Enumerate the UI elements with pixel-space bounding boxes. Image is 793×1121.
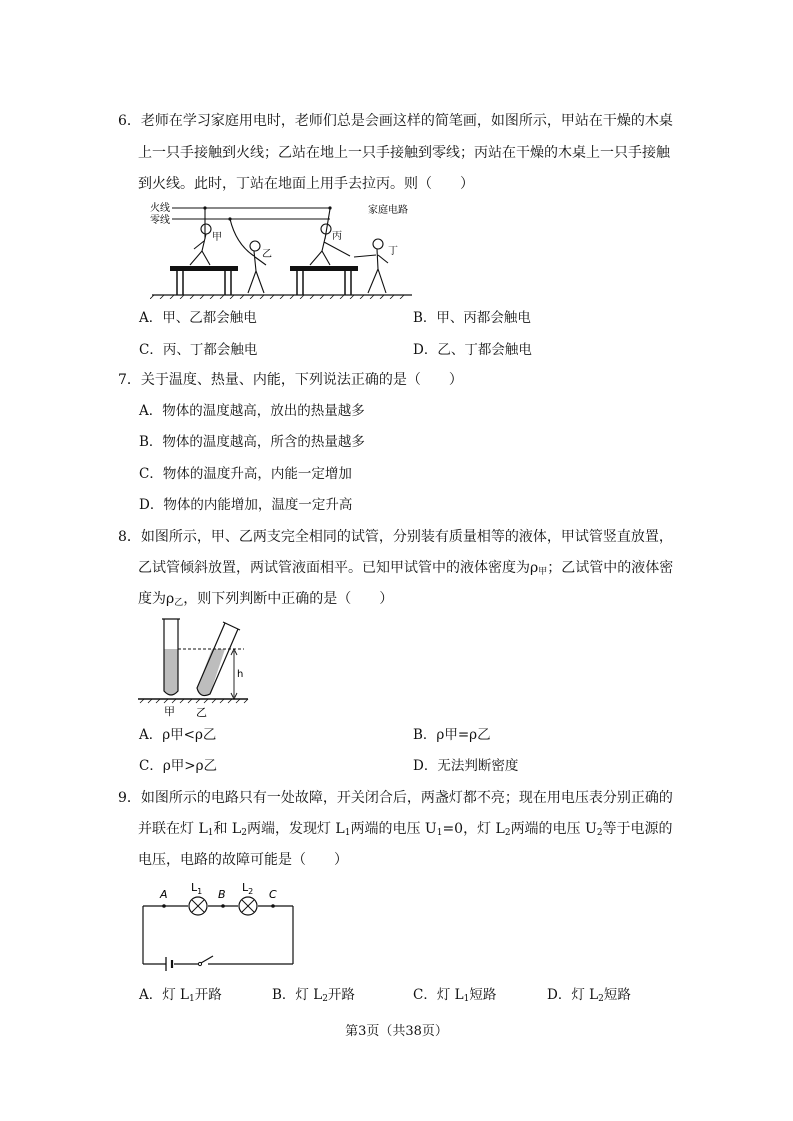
q8-stem-line2: 乙试管倾斜放置，两试管液面相平。已知甲试管中的液体密度为$\rho_甲$；乙试管中的液体密 — [138, 560, 674, 577]
q6-option-a[interactable]: A．甲、乙都会触电 — [139, 310, 257, 326]
q8-option-d[interactable]: D．无法判断密度 — [413, 758, 519, 774]
q9-option-a[interactable]: A．灯 $L_1$开路 — [139, 987, 222, 1004]
q6-stem-line2: 上一只手接触到火线；乙站在地上一只手接触到零线；丙站在干燥的木桌上一只手接触 — [138, 145, 670, 161]
neutral-line-label: 零线 — [150, 215, 170, 226]
label-bing: 丙 — [332, 231, 342, 242]
q9-option-d[interactable]: D．灯 $L_2$短路 — [547, 987, 631, 1004]
point-a-label: A — [160, 888, 168, 901]
point-b-label: B — [218, 888, 226, 901]
q8-stem-line1: 8．如图所示，甲、乙两支完全相同的试管，分别装有质量相等的液体，甲试管竖直放置， — [118, 529, 673, 545]
person-jia — [190, 209, 211, 265]
height-label: h — [237, 669, 244, 680]
q9-option-c[interactable]: C．灯 $L_1$短路 — [413, 987, 497, 1004]
test-tubes-figure — [138, 615, 250, 719]
lamp-l1 — [189, 897, 207, 915]
label-yi: 乙 — [262, 249, 272, 260]
circuit-diagram-figure — [138, 878, 298, 972]
q6-stem-line1: 6．老师在学习家庭用电时，老师们总是会画这样的简笔画，如图所示，甲站在干燥的木桌 — [118, 113, 673, 129]
q6-option-b[interactable]: B．甲、丙都会触电 — [413, 310, 531, 326]
tube-yi-label: 乙 — [196, 706, 207, 719]
lamp-l2-label: $L_2$ — [242, 881, 254, 896]
q7-option-a[interactable]: A．物体的温度越高，放出的热量越多 — [139, 403, 365, 419]
page-footer: 第3页（共38页） — [345, 1024, 448, 1039]
q7-option-c[interactable]: C．物体的温度升高，内能一定增加 — [139, 466, 352, 482]
q8-option-b[interactable]: B．ρ甲=ρ乙 — [413, 727, 491, 743]
switch — [201, 956, 213, 963]
q7-option-d[interactable]: D．物体的内能增加，温度一定升高 — [139, 497, 353, 513]
q8-option-a[interactable]: A．ρ甲<ρ乙 — [139, 727, 217, 743]
lamp-l1-label: $L_1$ — [191, 881, 203, 896]
q9-option-b[interactable]: B．灯 $L_2$开路 — [272, 987, 355, 1004]
household-circuit-figure — [150, 199, 420, 299]
label-jia: 甲 — [212, 232, 222, 243]
person-ding — [354, 239, 388, 293]
q8-stem-line3: 度为$\rho_乙$，则下列判断中正确的是（ ） — [138, 591, 394, 608]
q7-option-b[interactable]: B．物体的温度越高，所含的热量越多 — [139, 434, 365, 450]
person-bing — [310, 209, 350, 265]
fire-line-label: 火线 — [150, 203, 170, 214]
q7-stem: 7．关于温度、热量、内能，下列说法正确的是（ ） — [118, 372, 463, 388]
tube-jia-label: 甲 — [164, 705, 175, 718]
point-c-label: C — [269, 888, 277, 901]
lamp-l2 — [239, 897, 257, 915]
q8-option-c[interactable]: C．ρ甲>ρ乙 — [139, 758, 218, 774]
q9-stem-line2: 并联在灯 $L_1$和 $L_2$两端，发现灯 $L_1$两端的电压 $U_1=0$，灯 $L_2$两端的电压 $U_2$等于电源的 — [138, 821, 673, 838]
q9-stem-line3: 电压，电路的故障可能是（ ） — [138, 852, 348, 868]
circuit-label: 家庭电路 — [368, 205, 408, 216]
q6-option-d[interactable]: D．乙、丁都会触电 — [413, 342, 532, 358]
q9-stem-line1: 9．如图所示的电路只有一处故障，开关闭合后，两盏灯都不亮；现在用电压表分别正确的 — [118, 790, 673, 806]
q6-stem-line3: 到火线。此时，丁站在地面上用手去拉丙。则（ ） — [138, 176, 474, 192]
q6-option-c[interactable]: C．丙、丁都会触电 — [139, 342, 258, 358]
person-yi — [230, 219, 266, 293]
label-ding: 丁 — [388, 246, 398, 257]
